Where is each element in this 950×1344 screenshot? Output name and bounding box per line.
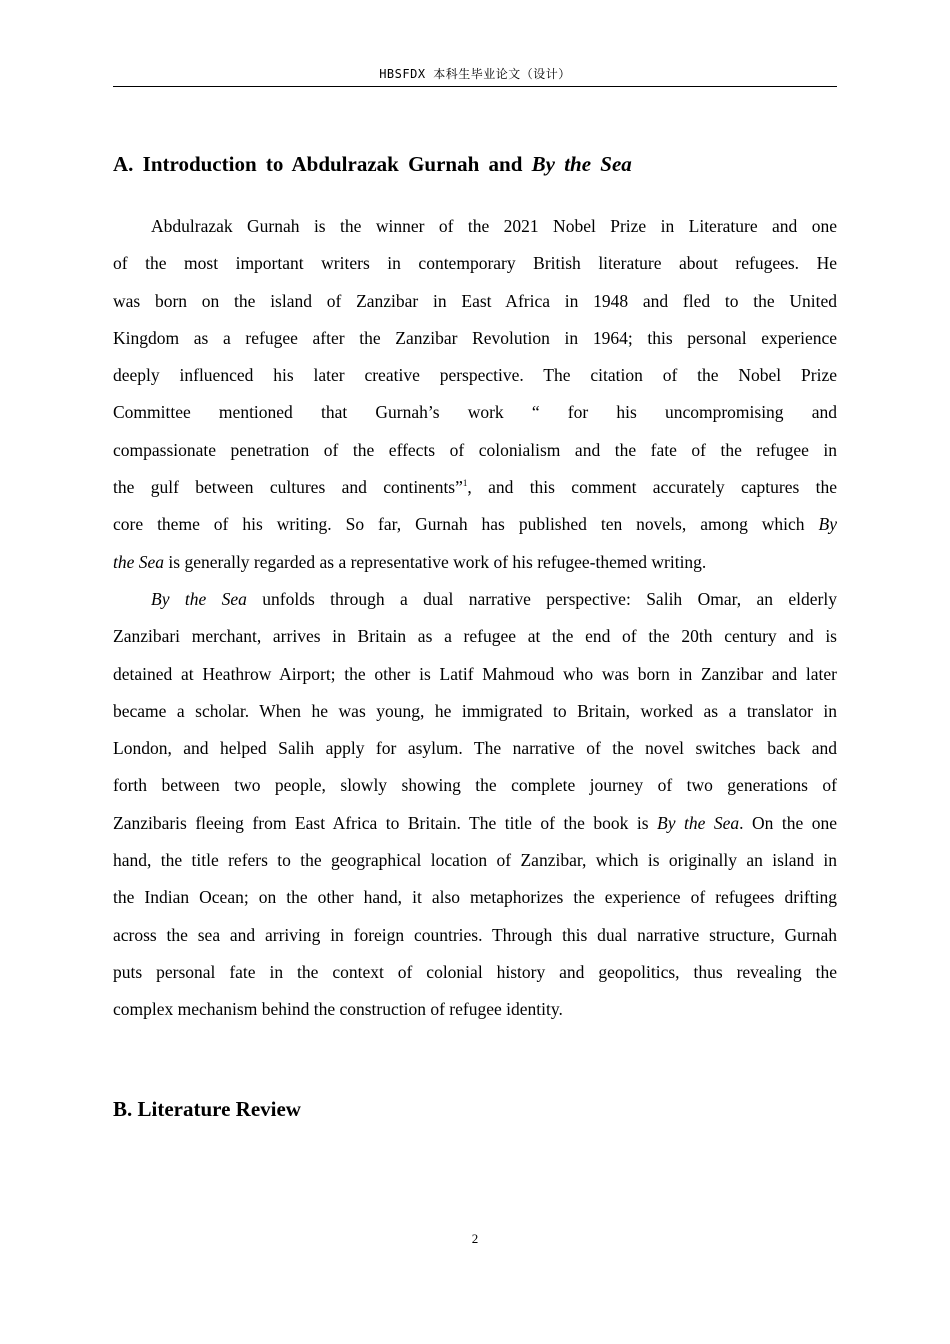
paragraph-introduction: [113, 208, 837, 581]
paragraph-line: deeply influenced his later creative perspective. The citation of the Nobel Prize: [113, 365, 837, 386]
section-heading-literature-review: B. Literature Review: [113, 1097, 301, 1121]
line-text: core theme of his writing. So far, Gurnah has published ten novels, among which: [113, 514, 805, 535]
page-header: [113, 64, 837, 87]
paragraph-line: hand, the title refers to the geographical location of Zanzibar, which is originally an island in: [113, 850, 837, 871]
paragraph-novel-summary: [113, 581, 837, 1029]
line-text: the gulf between cultures and continents”: [113, 477, 463, 498]
paragraph-line: compassionate penetration of the effects of colonialism and the fate of the refugee in: [113, 439, 837, 460]
paragraph-line: Abdulrazak Gurnah is the winner of the 2021 Nobel Prize in Literature and one: [151, 216, 837, 236]
paragraph-line: forth between two people, slowly showing the complete journey of two generations of: [113, 775, 837, 796]
paragraph-line: Kingdom as a refugee after the Zanzibar Revolution in 1964; this personal experience: [113, 327, 837, 348]
line-text: . On the one: [739, 812, 837, 833]
paragraph-line: [113, 581, 837, 618]
paragraph-line: Committee mentioned that Gurnah’s work “ for his uncompromising and: [113, 402, 837, 423]
book-title-italic: By the Sea: [657, 812, 740, 833]
paragraph-line: complex mechanism behind the construction of refugee identity.: [113, 999, 563, 1020]
paragraph-line: across the sea and arriving in foreign countries. Through this dual narrative structure, Gurnah: [113, 924, 837, 945]
footnote-marker: 1: [462, 478, 468, 489]
paragraph-line: [113, 544, 837, 581]
line-text: Zanzibaris fleeing from East Africa to Britain. The title of the book is: [113, 812, 658, 833]
section-heading-introduction: [113, 150, 632, 178]
line-text: , and this comment accurately captures the: [467, 477, 837, 498]
paragraph-line: [113, 506, 837, 543]
paragraph-line: of the most important writers in contemporary British literature about refugees. He: [113, 253, 837, 274]
paragraph-line: Zanzibari merchant, arrives in Britain as a refugee at the end of the 20th century and is: [113, 626, 837, 647]
paragraph-line: was born on the island of Zanzibar in East Africa in 1948 and fled to the United: [113, 290, 837, 311]
paragraph-line: detained at Heathrow Airport; the other is Latif Mahmoud who was born in Zanzibar and later: [113, 663, 837, 684]
paragraph-line: [113, 469, 837, 506]
paragraph-line: the Indian Ocean; on the other hand, it also metaphorizes the experience of refugees drifting: [113, 887, 837, 908]
paragraph-line: London, and helped Salih apply for asylum. The narrative of the novel switches back and: [113, 738, 837, 759]
heading-book-title: By the Sea: [531, 152, 632, 176]
paragraph-line: [113, 805, 837, 842]
header-title: HBSFDX 本科生毕业论文（设计）: [379, 67, 571, 81]
line-text: unfolds through a dual narrative perspective: Salih Omar, an elderly: [246, 589, 837, 609]
book-title-italic: By: [818, 514, 837, 535]
paragraph-line: puts personal fate in the context of colonial history and geopolitics, thus revealing the: [113, 961, 837, 982]
book-title-italic: By the Sea: [151, 589, 247, 609]
line-text: is generally regarded as a representative work of his refugee-themed writing.: [164, 551, 707, 572]
paragraph-line: became a scholar. When he was young, he immigrated to Britain, worked as a translator in: [113, 700, 837, 721]
page-number: 2: [471, 1231, 479, 1246]
heading-text: A. Introduction to Abdulrazak Gurnah and: [113, 152, 523, 176]
book-title-italic: the Sea: [113, 551, 165, 572]
